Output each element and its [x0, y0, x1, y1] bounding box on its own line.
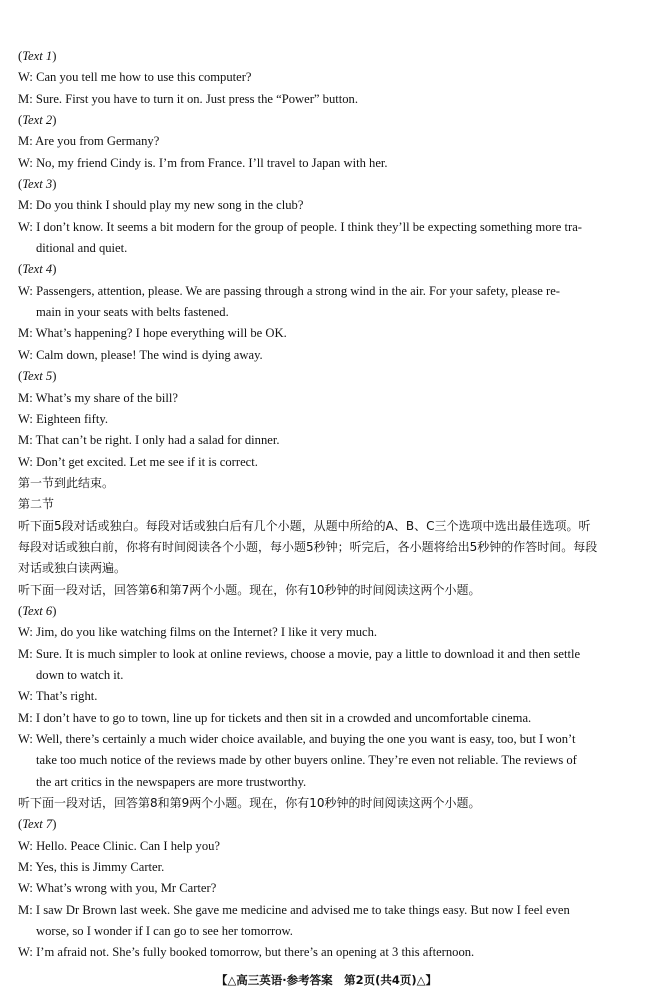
section-label: (Text 2) — [18, 113, 57, 128]
dialogue-line: W: Don’t get excited. Let me see if it is correct. — [18, 454, 258, 469]
dialogue-line: W: Calm down, please! The wind is dying away. — [18, 347, 263, 362]
dialogue-line: M: Are you from Germany? — [18, 134, 160, 149]
dialogue-line: W: Hello. Peace Clinic. Can I help you? — [18, 838, 221, 853]
dialogue-line: W: No, my friend Cindy is. I’m from France. I’ll travel to Japan with her. — [18, 155, 388, 170]
dialogue-line-continuation: main in your seats with belts fastened. — [36, 305, 229, 320]
dialogue-line: M: Sure. It is much simpler to look at online reviews, choose a movie, pay a little to download it and then settle — [18, 646, 581, 661]
instruction-line: 对话或独白读两遍。 — [18, 561, 127, 576]
dialogue-line: W: Jim, do you like watching films on the Internet? I like it very much. — [18, 625, 378, 640]
dialogue-line-continuation: the art critics in the newspapers are more trustworthy. — [36, 774, 307, 789]
section-label: (Text 5) — [18, 369, 57, 384]
section-label-text: Text 6 — [22, 603, 53, 618]
instruction-line: 第一节到此结束。 — [18, 475, 115, 490]
instruction-line: 第二节 — [18, 497, 55, 512]
section-label: (Text 7) — [18, 817, 57, 832]
section-label: (Text 6) — [18, 603, 57, 618]
dialogue-line: W: That’s right. — [18, 689, 98, 704]
section-label-text: Text 4 — [22, 262, 53, 277]
section-label: (Text 1) — [18, 49, 57, 63]
dialogue-line-continuation: worse, so I wonder if I can go to see her tomorrow. — [36, 924, 293, 939]
section-label-text: Text 3 — [22, 177, 53, 192]
instruction-line: 听下面一段对话，回答第8和第9两个小题。现在，你有10秒钟的时间阅读这两个小题。 — [18, 796, 481, 811]
dialogue-line: M: Do you think I should play my new song in the club? — [18, 198, 304, 213]
instruction-line: 每段对话或独白前，你将有时间阅读各个小题，每小题5秒钟；听完后，各小题将给出5秒钟的作答时间。每段 — [18, 539, 598, 554]
section-label: (Text 3) — [18, 177, 57, 192]
instruction-line: 听下面一段对话，回答第6和第7两个小题。现在，你有10秒钟的时间阅读这两个小题。 — [18, 582, 481, 597]
answer-page-body — [18, 46, 638, 964]
instruction-line: 听下面5段对话或独白。每段对话或独白后有几个小题，从题中所给的A、B、C三个选项中选出最佳选项。听 — [18, 518, 591, 533]
dialogue-line: W: Well, there’s certainly a much wider choice available, and buying the one you want is easy, too, but I won’t — [18, 732, 576, 746]
dialogue-line: M: What’s my share of the bill? — [18, 390, 178, 405]
dialogue-line: M: That can’t be right. I only had a salad for dinner. — [18, 433, 280, 448]
dialogue-line: M: What’s happening? I hope everything will be OK. — [18, 326, 287, 341]
dialogue-line-continuation: take too much notice of the reviews made by other buyers online. They’re even not reliable. The reviews of — [36, 753, 577, 768]
section-label-text: Text 2 — [22, 113, 53, 128]
dialogue-line: M: Sure. First you have to turn it on. Just press the “Power” button. — [18, 91, 359, 106]
section-label-text: Text 1 — [22, 49, 53, 63]
dialogue-line: W: Can you tell me how to use this computer? — [18, 70, 252, 85]
dialogue-line: M: I don’t have to go to town, line up for tickets and then sit in a crowded and uncomfortable cinema. — [18, 710, 532, 725]
dialogue-line: W: Eighteen fifty. — [18, 411, 108, 426]
dialogue-line: W: Passengers, attention, please. We are passing through a strong wind in the air. For your safety, please re- — [18, 283, 561, 298]
dialogue-line-continuation: down to watch it. — [36, 667, 124, 682]
section-label-text: Text 7 — [22, 817, 53, 832]
dialogue-line: M: Yes, this is Jimmy Carter. — [18, 860, 165, 875]
dialogue-line: M: I saw Dr Brown last week. She gave me medicine and advised me to take things easy. But now I feel even — [18, 902, 570, 917]
dialogue-line: W: I’m afraid not. She’s fully booked tomorrow, but there’s an opening at 3 this afternoon. — [18, 945, 475, 960]
section-label-text: Text 5 — [22, 369, 53, 384]
dialogue-line: W: What’s wrong with you, Mr Carter? — [18, 881, 217, 896]
dialogue-line-continuation: ditional and quiet. — [36, 241, 128, 256]
page-footer: 【△高三英语·参考答案 第2页(共4页)△】 — [215, 973, 438, 987]
dialogue-line: W: I don’t know. It seems a bit modern for the group of people. I think they’ll be expecting something more tra- — [18, 219, 583, 234]
section-label: (Text 4) — [18, 262, 57, 277]
